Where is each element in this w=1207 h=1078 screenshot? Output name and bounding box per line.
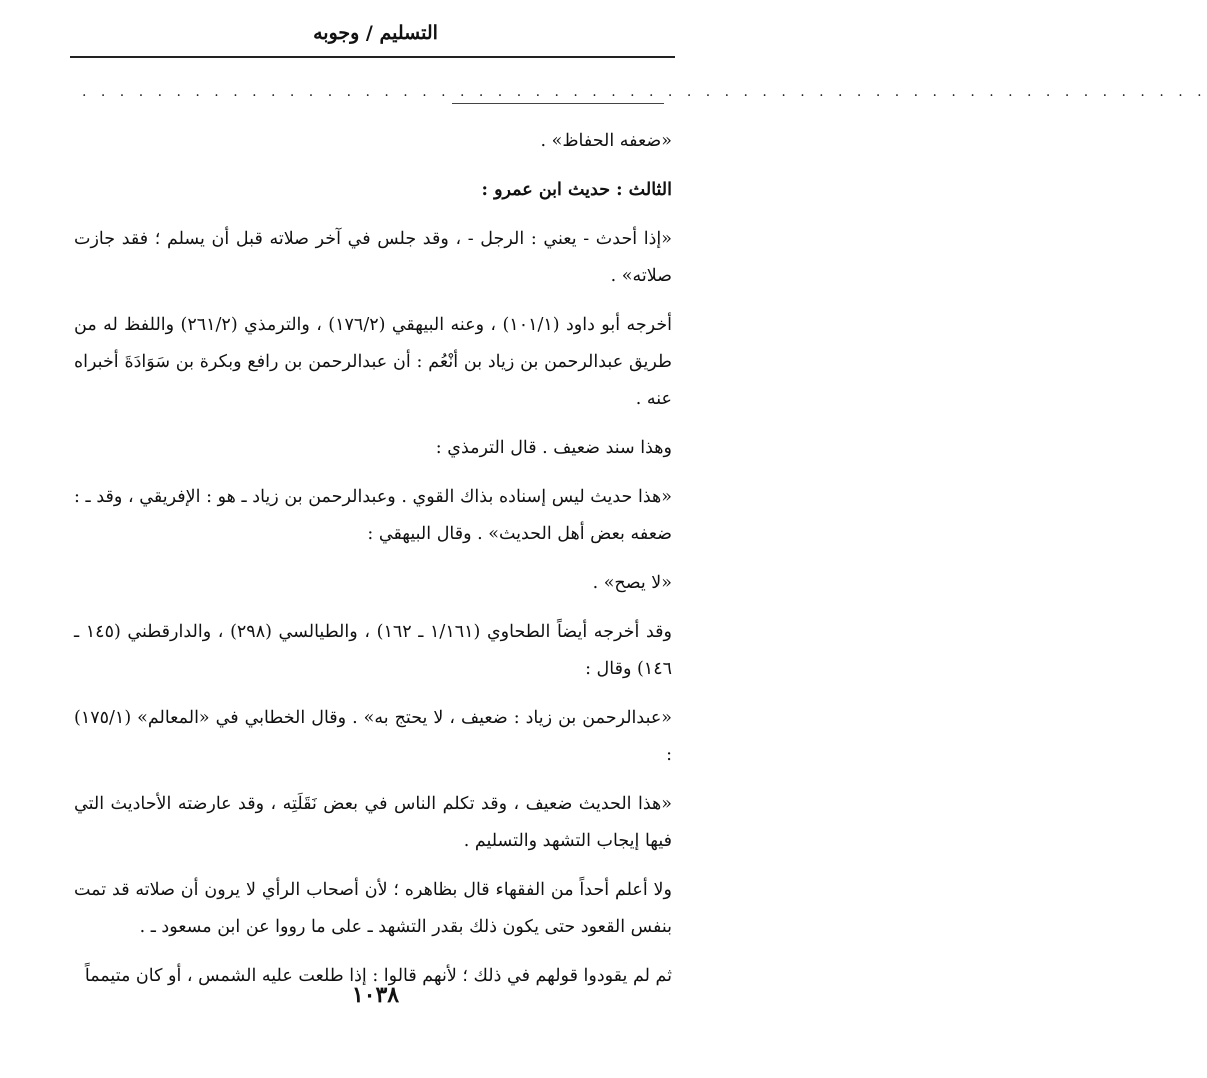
paragraph: وقد أخرجه أيضاً الطحاوي (١/١٦١ ـ ١٦٢) ، والطيالسي (٢٩٨) ، والدارقطني (١٤٥ ـ ١٤٦) وقال : [74,622,672,679]
paragraph: «إذا أحدث - يعني : الرجل - ، وقد جلس في آخر صلاته قبل أن يسلم ؛ فقد جازت صلاته» . [74,229,672,286]
separator-line [452,103,664,104]
page-body [74,123,672,1007]
page-number: ١٠٣٨ [351,982,400,1008]
paragraph: «ضعفه الحفاظ» . [540,131,672,151]
paragraph: «لا يصح» . [592,573,672,593]
paragraph: «هذا حديث ليس إسناده بذاك القوي . وعبدالرحمن بن زياد ـ هو : الإفريقي ، وقد ـ : ضعفه بعض أهل الحديث» . وقال البيهقي : [74,487,672,544]
paragraph: ثم لم يقودوا قولهم في ذلك ؛ لأنهم قالوا : إذا طلعت عليه الشمس ، أو كان متيمماً [84,966,672,986]
dotted-separator: . . . . . . . . . . . . . . . . . . . . . . . . . . . . . . . . . . . . . . . . . . . . . . . . . . . . . . . . . . . . [82,84,1207,100]
paragraph: «عبدالرحمن بن زياد : ضعيف ، لا يحتج به» . وقال الخطابي في «المعالم» (١٧٥/١) : [74,708,672,765]
paragraph: أخرجه أبو داود (١٠١/١) ، وعنه البيهقي (١٧٦/٢) ، والترمذي (٢٦١/٢) واللفظ له من طريق عبدالرحمن بن زياد بن أنْعُم : أن عبدالرحمن بن رافع وبكرة بن سَوَادَةَ أخبراه عنه . [74,315,672,409]
paragraph: وهذا سند ضعيف . قال الترمذي : [435,438,672,458]
section-heading: الثالث : حديث ابن عمرو : [481,180,672,200]
paragraph: «هذا الحديث ضعيف ، وقد تكلم الناس في بعض نَقَلَتِه ، وقد عارضته الأحاديث التي فيها إيجاب التشهد والتسليم . [74,794,672,851]
header-rule [70,56,675,58]
paragraph: ولا أعلم أحداً من الفقهاء قال بظاهره ؛ لأن أصحاب الرأي لا يرون أن صلاته قد تمت بنفس القعود حتى يكون ذلك بقدر التشهد ـ على ما رووا عن ابن مسعود ـ . [74,880,672,937]
running-header: التسليم / وجوبه [313,22,438,44]
